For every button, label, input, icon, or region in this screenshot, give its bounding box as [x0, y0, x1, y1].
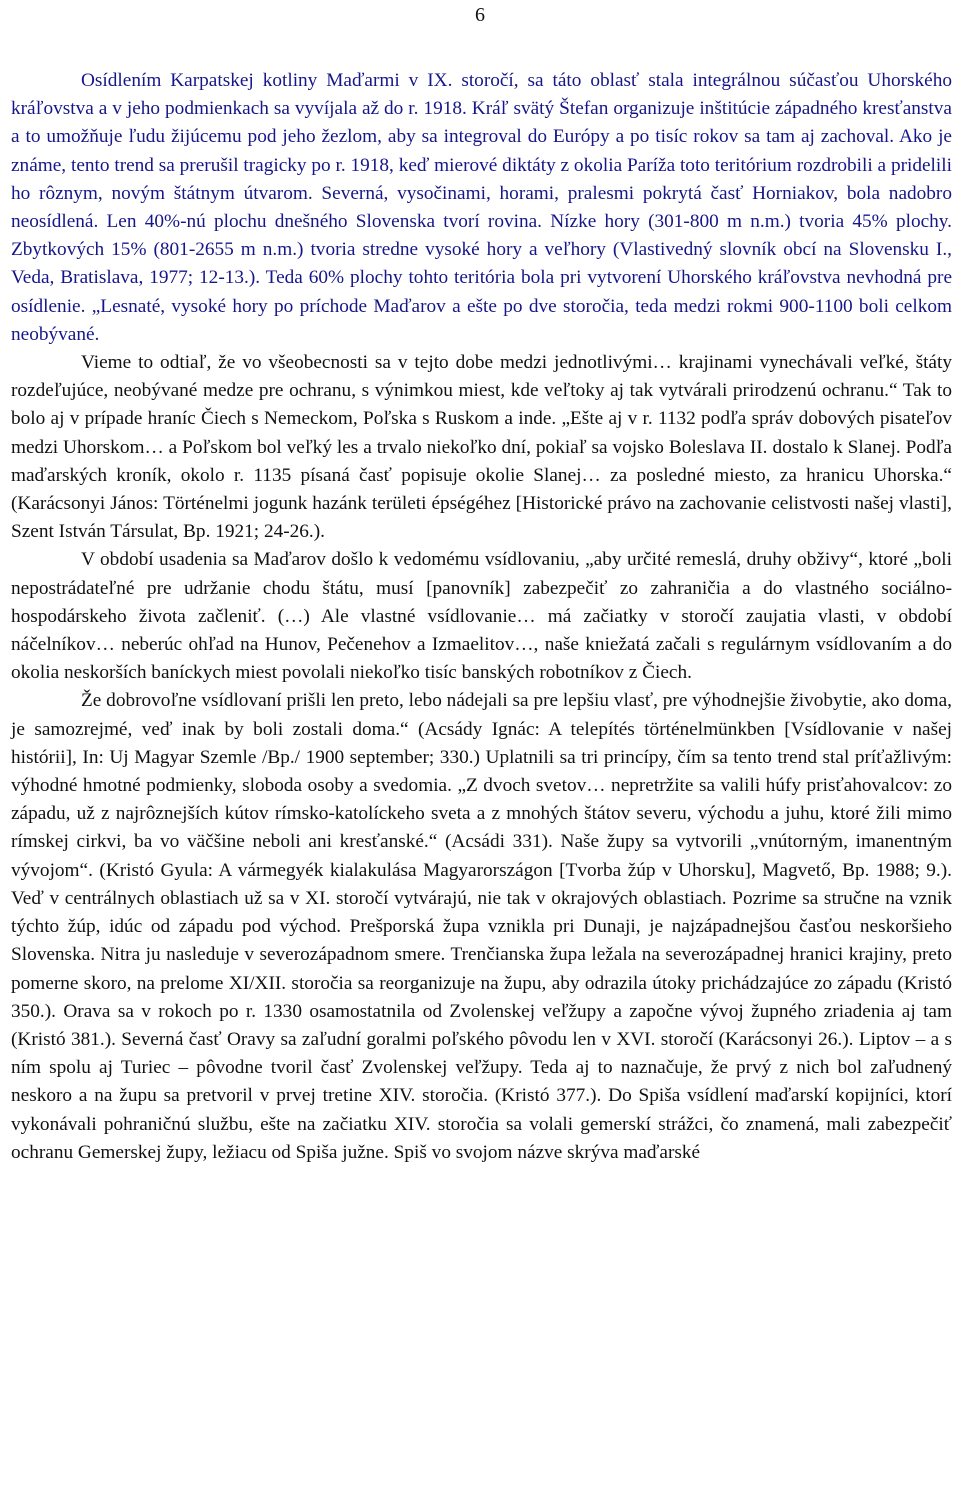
paragraph-1-text: Osídlením Karpatskej kotliny Maďarmi v IX. storočí, sa táto oblasť stala integrálnou súčasťou Uhorského kráľovstva a v jeho podmienkach sa vyvíjala až do r. 1918. Kráľ svätý Štefan organizuje inštitúcie západného kresťanstva a to umožňuje ľudu žijúcemu pod jeho žezlom, aby sa integroval do Európy a po tisíc rokov sa tam aj zachoval. Ako je známe, tento trend sa prerušil tragicky po r. 1918, keď mierové diktáty z okolia Paríža toto teritórium rozdrobili a pridelili ho rôznym, novým štátnym útvarom. Severná, vysočinami, horami, pralesmi pokrytá časť Horniakov, bola nadobro neosídlená. Len 40%-nú plochu dnešného Slovenska tvorí rovina. Nízke hory (301-800 m n.m.) tvoria 45% plochy. Zbytkových 15% (801-2655 m n.m.) tvoria stredne vysoké hory a veľhory (Vlastivedný slovník obcí na Slovensku I., Veda, Bratislava, 1977; 12-13.). Teda 60% plochy tohto teritória bola pri vytvorení Uhorského kráľovstva nevhodná pre osídlenie. „Lesnaté, vysoké hory po príchode Maďarov a ešte po dve storočia, teda medzi rokmi 900-1100 boli celkom neobývané. — [11, 70, 952, 345]
paragraph-2 — [11, 349, 952, 546]
page-number: 6 — [475, 4, 485, 26]
paragraph-3-text: V období usadenia sa Maďarov došlo k vedomému vsídlovaniu, „aby určité remeslá, druhy obživy“, ktoré „boli nepostrádateľné pre udržanie chodu štátu, musí [panovník] zabezpečiť zo zahraničia a do vlastného sociálno-hospodárskeho života začleniť. (…) Ale vlastné vsídlovanie… má začiatky v storočí zaujatia vlasti, v období náčelníkov… neberúc ohľad na Hunov, Pečenehov a Izmaelitov…, naše kniežatá začali s regulárnym vsídlovaním a do okolia neskorších baníckych miest povolali niekoľko tisíc banských robotníkov z Čiech. — [11, 549, 952, 684]
paragraph-3 — [11, 546, 952, 687]
body-text — [11, 67, 952, 1167]
paragraph-2-text: Vieme to odtiaľ, že vo všeobecnosti sa v tejto dobe medzi jednotlivými… krajinami vynechávali veľké, štáty rozdeľujúce, neobývané medze pre ochranu, s výnimkou miest, kde veľtoky aj tak vytvárali prirodzenú ochranu.“ Tak to bolo aj v prípade hraníc Čiech s Nemeckom, Poľska s Ruskom a inde. „Ešte aj v r. 1132 podľa správ dobových pisateľov medzi Uhorskom… a Poľskom bol veľký les a trvalo niekoľko dní, pokiaľ sa vojsko Boleslava II. dostalo k Slanej. Podľa maďarských kroník, okolo r. 1135 písaná časť popisuje okolie Slanej… za posledné miesto, za hranicu Uhorska.“ (Karácsonyi János: Történelmi jogunk hazánk területi épségéhez [Historické právo na zachovanie celistvosti našej vlasti], Szent István Társulat, Bp. 1921; 24-26.). — [11, 352, 952, 543]
paragraph-1 — [11, 67, 952, 349]
paragraph-4-text: Že dobrovoľne vsídlovaní prišli len preto, lebo nádejali sa pre lepšiu vlasť, pre výhodnejšie živobytie, ako doma, je samozrejmé, veď inak by boli zostali doma.“ (Acsády Ignác: A telepítés történelmünkben [Vsídlovanie v našej histórii], In: Uj Magyar Szemle /Bp./ 1900 september; 330.) Uplatnili sa tri princípy, čím sa tento trend stal príťažlivým: výhodné hmotné podmienky, sloboda osoby a svedomia. „Z dvoch svetov… nepretržite sa valili húfy prisťahovalcov: zo západu, už z najrôznejších kútov rímsko-katolíckeho sveta a z mnohých štátov severu, východu a juhu, ktoré žili mimo rímskej cirkvi, ba vo väčšine neboli ani kresťanské.“ (Acsádi 331). Naše župy sa vytvorili „vnútorným, imanentným vývojom“. (Kristó Gyula: A vármegyék kialakulása Magyarországon [Tvorba žúp v Uhorsku], Magvető, Bp. 1988; 9.). Veď v centrálnych oblastiach už sa v XI. storočí vytvárajú, nie tak v okrajových oblastiach. Pozrime sa stručne na vznik týchto žúp, idúc od západu pod východ. Prešporská župa vznikla pri Dunaji, je najzápadnejšou časťou neskoršieho Slovenska. Nitra ju nasleduje v severozápadnom smere. Trenčianska župa ležala na severozápadnej hranici krajiny, preto pomerne skoro, na prelome XI/XII. storočia sa reorganizuje na župu, aby odrazila útoky prichádzajúce zo západu (Kristó 350.). Orava sa v rokoch po r. 1330 osamostatnila od Zvolenskej veľžupy a započne vývoj župného zriadenia aj tam (Kristó 381.). Severná časť Oravy sa zaľudní goralmi poľského pôvodu len v XVI. storočí (Karácsonyi 26.). Liptov – a s ním spolu aj Turiec – pôvodne tvoril časť Zvolenskej veľžupy. Teda aj to naznačuje, že prvý z nich bol zaľudnený neskoro a na župu sa pretvoril v prvej tretine XIV. storočia. (Kristó 377.). Do Spiša vsídlení maďarskí kopijníci, ktorí vykonávali pohraničnú službu, ešte na začiatku XIV. storočia sa volali gemerskí strážci, čo znamená, mali zabezpečiť ochranu Gemerskej župy, ležiacu od Spiša južne. Spiš vo svojom názve skrýva maďarské — [11, 690, 952, 1163]
paragraph-4 — [11, 687, 952, 1166]
